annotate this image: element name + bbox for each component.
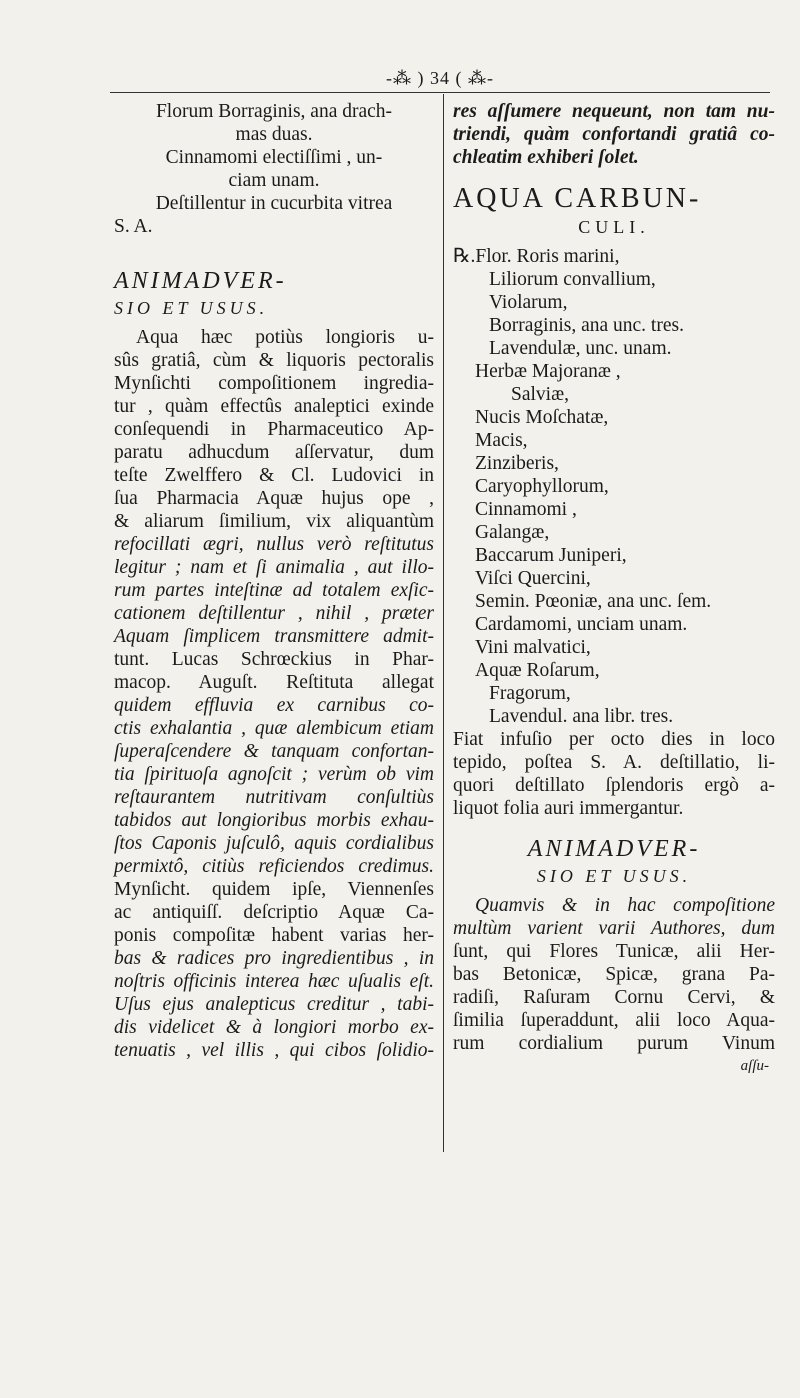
text-line: Uſus ejus analepticus creditur , tabi- [114, 994, 434, 1015]
text-line: noſtris officinis interea hæc uſualis eſt. [114, 971, 434, 992]
text-line: Aqua hæc potiùs longioris u- [136, 327, 434, 348]
ingredient-line: Liliorum convallium, [489, 269, 656, 290]
ingredient-line: Nucis Moſchatæ, [475, 407, 609, 428]
recipe-subheading: CULI. [578, 217, 650, 237]
text-line: Aquam ſimplicem transmittere admit- [114, 626, 434, 647]
text-line: tepido, poſtea S. A. deſtillatio, li- [453, 752, 775, 773]
text-line: Florum Borraginis, ana drach- [155, 101, 393, 122]
section-subheading: SIO ET USUS. [536, 866, 692, 886]
ingredient-line: Salviæ, [511, 384, 569, 405]
text-line: ſuperaſcendere & tanquam confortan- [114, 741, 434, 762]
ingredient-line: Cinnamomi , [475, 499, 577, 520]
text-line: tunt. Lucas Schrœckius in Phar- [114, 649, 434, 670]
text-line: ctis exhalantia , quæ alembicum etiam [114, 718, 434, 739]
ingredient-line: Lavendul. ana libr. tres. [489, 706, 674, 727]
text-line: tia ſpirituoſa agnoſcit ; verùm ob vim [114, 764, 434, 785]
text-line: bas & radices pro ingredientibus , in [114, 948, 434, 969]
text-line: liquot folia auri immergantur. [453, 798, 684, 819]
text-line: Deſtillentur in cucurbita vitrea [155, 193, 393, 214]
right-column [453, 100, 775, 1078]
text-line: dis videlicet & à longiori morbo ex- [114, 1017, 434, 1038]
text-line: tabidos aut longioribus morbis exhau- [114, 810, 434, 831]
text-line: ſua Pharmacia Aquæ hujus ope , [114, 488, 434, 509]
text-line: rum partes inteſtinæ ad totalem exſic- [114, 580, 434, 601]
ingredient-line: Baccarum Juniperi, [475, 545, 627, 566]
text-line: macop. Auguſt. Reſtituta allegat [114, 672, 434, 693]
text-line: refocillati ægri, nullus verò reſtitutus [114, 534, 434, 555]
page-number: -⁂ ) 34 ( ⁂- [380, 68, 500, 88]
text-line: tur , quàm effectûs analeptici exinde [114, 396, 434, 417]
catchword: aſſu- [740, 1058, 769, 1074]
ingredient-line: Zinziberis, [475, 453, 559, 474]
text-line: Mynſichti compoſitionem ingredia- [114, 373, 434, 394]
ingredient-line: Vini malvatici, [475, 637, 591, 658]
ingredient-line: Borraginis, ana unc. tres. [489, 315, 684, 336]
text-line: bas Betonicæ, Spicæ, grana Pa- [453, 964, 775, 985]
ingredient-line: Viſci Quercini, [475, 568, 591, 589]
ingredient-line: Galangæ, [475, 522, 550, 543]
text-line: triendi, quàm confortandi gratiâ co- [453, 124, 775, 145]
text-line: mas duas. [235, 124, 313, 145]
text-line: rum cordialium purum Vinum [453, 1033, 775, 1054]
text-line: Fiat infuſio per octo dies in loco [453, 729, 775, 750]
text-line: legitur ; nam et ſi animalia , aut illo- [114, 557, 434, 578]
section-heading: ANIMADVER- [527, 836, 701, 862]
recipe-heading: AQUA CARBUN- [453, 183, 702, 214]
text-line: teſte Zwelffero & Cl. Ludovici in [114, 465, 434, 486]
section-heading: ANIMADVER- [114, 268, 287, 294]
left-column [114, 100, 434, 1062]
text-line: res aſſumere nequeunt, non tam nu- [453, 101, 775, 122]
ingredient-line: Semin. Pœoniæ, ana unc. ſem. [475, 591, 712, 612]
text-line: quori deſtillato ſplendoris ergò a- [453, 775, 775, 796]
ingredient-line: Caryophyllorum, [475, 476, 609, 497]
text-line: radiſi, Raſuram Cornu Cervi, & [453, 987, 775, 1008]
text-line: conſequendi in Pharmaceutico Ap- [114, 419, 434, 440]
text-line: Quamvis & in hac compoſitione [475, 895, 775, 916]
column-divider [443, 94, 444, 1152]
ingredient-line: Macis, [475, 430, 528, 451]
ingredient-line: Herbæ Majoranæ , [475, 361, 621, 382]
text-line: S. A. [114, 216, 153, 237]
page-header [110, 68, 770, 94]
ingredient-line: ℞.Flor. Roris marini, [453, 246, 620, 267]
text-line: paratu adhucdum aſſervatur, dum [114, 442, 434, 463]
text-line: ciam unam. [228, 170, 320, 191]
section-subheading: SIO ET USUS. [114, 298, 269, 318]
text-line: & aliarum ſimilium, vix aliquantùm [114, 511, 434, 532]
text-line: tenuatis , vel illis , qui cibos ſolidio- [114, 1040, 434, 1061]
ingredient-line: Aquæ Roſarum, [475, 660, 600, 681]
text-line: multùm varient varii Authores, dum [453, 918, 775, 939]
text-line: quidem effluvia ex carnibus co- [114, 695, 434, 716]
ingredient-line: Fragorum, [489, 683, 571, 704]
ingredient-line: Cardamomi, unciam unam. [475, 614, 688, 635]
text-line: permixtô, citiùs reficiendos credimus. [114, 856, 434, 877]
text-line: Mynſicht. quidem ipſe, Viennenſes [114, 879, 434, 900]
text-line: ſtos Caponis juſculô, aquis cordialibus [114, 833, 434, 854]
text-line: reſtaurantem nutritivam conſultiùs [114, 787, 434, 808]
text-line: chleatim exhiberi ſolet. [453, 147, 639, 168]
text-line: ponis compoſitæ habent varias her- [114, 925, 434, 946]
text-line: cationem deſtillentur , nihil , præter [114, 603, 434, 624]
text-line: sûs gratiâ, cùm & liquoris pectoralis [114, 350, 434, 371]
header-rule [110, 92, 770, 93]
ingredient-line: Violarum, [489, 292, 568, 313]
text-line: ac antiquiſſ. deſcriptio Aquæ Ca- [114, 902, 434, 923]
text-line: ſimilia ſuperaddunt, alii loco Aqua- [453, 1010, 775, 1031]
text-line: ſunt, qui Flores Tunicæ, alii Her- [453, 941, 775, 962]
ingredient-line: Lavendulæ, unc. unam. [489, 338, 672, 359]
text-line: Cinnamomi electiſſimi , un- [165, 147, 383, 168]
